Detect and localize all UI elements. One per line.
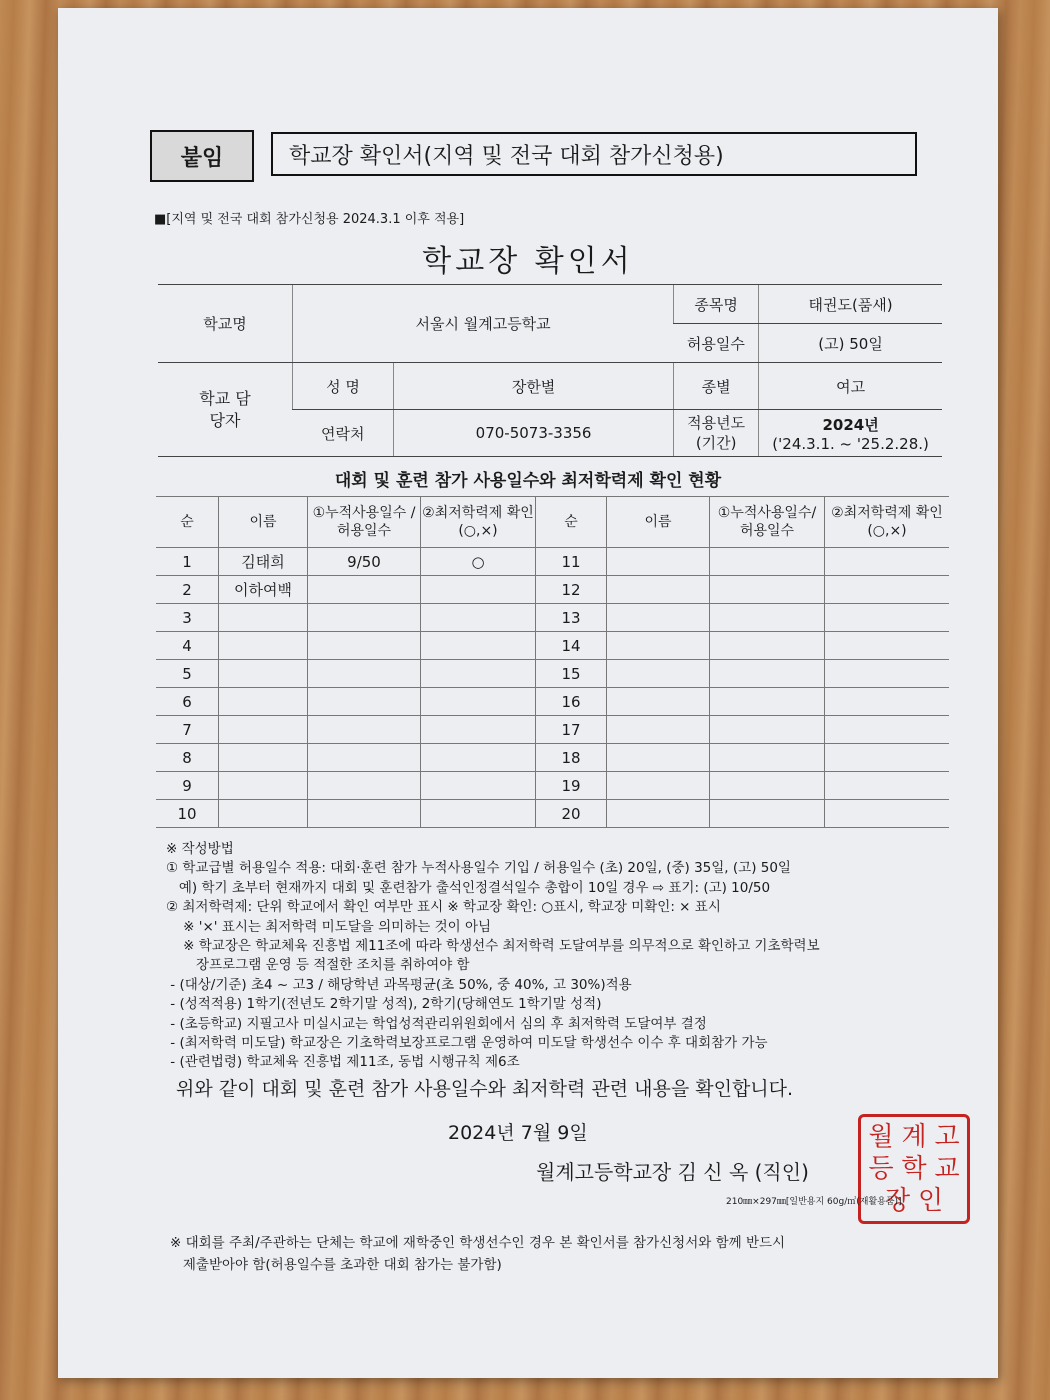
row-days2	[710, 632, 825, 660]
row-seq2: 19	[536, 772, 607, 800]
info-row	[158, 285, 942, 324]
event-label: 종목명	[674, 285, 759, 324]
row-seq: 6	[156, 688, 219, 716]
row-days2	[710, 744, 825, 772]
instruction-line: 예) 학기 초부터 현재까지 대회 및 훈련참가 출석인정결석일수 총합이 10일 경우 ⇨ 표기: (고) 10/50	[166, 879, 771, 896]
row-name: 김태희	[219, 548, 308, 576]
table-row	[156, 548, 949, 576]
document-page	[58, 8, 998, 1378]
row-days2	[710, 548, 825, 576]
row-seq: 4	[156, 632, 219, 660]
row-seq: 8	[156, 744, 219, 772]
instruction-line: - (최저학력 미도달) 학교장은 기초학력보장프로그램 운영하여 미도달 학생선수 이수 후 대회참가 가능	[166, 1035, 768, 1052]
row-seq: 3	[156, 604, 219, 632]
school-value: 서울시 월계고등학교	[293, 285, 674, 363]
row-check2	[825, 800, 950, 828]
row-check2	[825, 660, 950, 688]
row-name	[219, 716, 308, 744]
instruction-line: ① 학교급별 허용일수 적용: 대회·훈련 참가 누적사용일수 기입 / 허용일수 (초) 20일, (중) 35일, (고) 50일	[166, 860, 791, 877]
row-name2	[607, 688, 710, 716]
row-name2	[607, 772, 710, 800]
table-body	[156, 548, 949, 828]
table-row	[156, 716, 949, 744]
row-days2	[710, 660, 825, 688]
row-name	[219, 772, 308, 800]
row-days2	[710, 604, 825, 632]
instruction-line: ※ 작성방법	[166, 841, 234, 857]
row-seq: 7	[156, 716, 219, 744]
header-title-box: 학교장 확인서(지역 및 전국 대회 참가신청용)	[271, 132, 917, 176]
row-name2	[607, 632, 710, 660]
row-check	[421, 688, 536, 716]
col-name: 이름	[219, 497, 308, 548]
row-check: ○	[421, 548, 536, 576]
section-title: 대회 및 훈련 참가 사용일수와 최저학력제 확인 현황	[334, 471, 722, 491]
seal-character: 고	[934, 1122, 960, 1152]
allowed-days-label: 허용일수	[674, 324, 759, 363]
principal-signature: 월계고등학교장 김 신 옥 (직인)	[536, 1160, 809, 1184]
issue-date: 2024년 7월 9일	[448, 1122, 588, 1144]
allowed-days-value: (고) 50일	[759, 324, 942, 363]
info-table	[158, 284, 942, 457]
row-seq2: 14	[536, 632, 607, 660]
row-check2	[825, 688, 950, 716]
instruction-line: - (관련법령) 학교체육 진흥법 제11조, 동법 시행규칙 제6조	[166, 1054, 520, 1071]
col-name2: 이름	[607, 497, 710, 548]
row-seq: 10	[156, 800, 219, 828]
row-days2	[710, 772, 825, 800]
row-check2	[825, 604, 950, 632]
row-check	[421, 744, 536, 772]
row-days	[308, 660, 421, 688]
submission-note	[170, 1232, 785, 1276]
confirmation-statement: 위와 같이 대회 및 훈련 참가 사용일수와 최저학력 관련 내용을 확인합니다.	[176, 1078, 794, 1100]
row-days	[308, 744, 421, 772]
row-seq2: 16	[536, 688, 607, 716]
year-label: 적용년도 (기간)	[674, 410, 759, 457]
phone-value: 070-5073-3356	[394, 410, 674, 457]
seal-character: 계	[901, 1122, 927, 1152]
instruction-line: ② 최저학력제: 단위 학교에서 확인 여부만 표시 ※ 학교장 확인: ○표시, 학교장 미확인: × 표시	[166, 899, 721, 916]
table-row	[156, 688, 949, 716]
col-seq: 순	[156, 497, 219, 548]
seal-character: 교	[934, 1154, 960, 1184]
instruction-line: - (초등학교) 지필고사 미실시교는 학업성적관리위원회에서 심의 후 최저학력 도달여부 결정	[166, 1015, 707, 1032]
row-name	[219, 660, 308, 688]
row-name2	[607, 604, 710, 632]
phone-label: 연락처	[293, 410, 394, 457]
contact-group-label: 학교 담당자	[158, 363, 293, 457]
row-days	[308, 716, 421, 744]
table-row	[156, 744, 949, 772]
row-days: 9/50	[308, 548, 421, 576]
submission-note-line: 제출받아야 함(허용일수를 초과한 대회 참가는 불가함)	[170, 1257, 502, 1273]
seal-character: 장	[884, 1186, 911, 1216]
document-title: 학교장 확인서	[422, 244, 634, 279]
row-seq: 9	[156, 772, 219, 800]
info-row	[158, 363, 942, 410]
row-seq: 1	[156, 548, 219, 576]
table-row	[156, 660, 949, 688]
row-days2	[710, 576, 825, 604]
submission-note-line: ※ 대회를 주최/주관하는 단체는 학교에 재학중인 학생선수인 경우 본 확인서를 참가신청서와 함께 반드시	[170, 1235, 786, 1251]
row-seq2: 15	[536, 660, 607, 688]
seal-character: 등	[868, 1154, 894, 1184]
category-value: 여고	[759, 363, 942, 410]
row-check2	[825, 548, 950, 576]
row-name	[219, 632, 308, 660]
row-seq2: 18	[536, 744, 607, 772]
category-label: 종별	[674, 363, 759, 410]
row-seq2: 17	[536, 716, 607, 744]
row-seq2: 11	[536, 548, 607, 576]
col-min-check2: ②최저학력제 확인(○,×)	[825, 497, 950, 548]
instruction-line: 장프로그램 운영 등 적절한 조치를 취하여야 함	[166, 957, 470, 974]
row-name2	[607, 716, 710, 744]
table-row	[156, 800, 949, 828]
event-value: 태권도(품새)	[759, 285, 942, 324]
applicability-note: ■[지역 및 전국 대회 참가신청용 2024.3.1 이후 적용]	[154, 212, 465, 227]
row-name2	[607, 800, 710, 828]
athlete-table	[156, 496, 949, 828]
name-value: 장한별	[394, 363, 674, 410]
row-days	[308, 632, 421, 660]
year-period: ('24.3.1. ~ '25.2.28.)	[772, 434, 929, 453]
row-name2	[607, 548, 710, 576]
row-name	[219, 688, 308, 716]
attachment-badge: 붙임	[150, 130, 254, 182]
row-seq: 2	[156, 576, 219, 604]
row-name2	[607, 576, 710, 604]
school-label: 학교명	[158, 285, 293, 363]
row-days2	[710, 688, 825, 716]
col-days: ①누적사용일수 /허용일수	[308, 497, 421, 548]
row-check2	[825, 744, 950, 772]
row-days	[308, 576, 421, 604]
row-name2	[607, 660, 710, 688]
col-days2: ①누적사용일수/ 허용일수	[710, 497, 825, 548]
year-cell	[759, 410, 942, 457]
row-days	[308, 772, 421, 800]
row-seq: 5	[156, 660, 219, 688]
col-seq2: 순	[536, 497, 607, 548]
name-label: 성 명	[293, 363, 394, 410]
table-row	[156, 604, 949, 632]
row-days	[308, 800, 421, 828]
row-days	[308, 604, 421, 632]
seal-character: 인	[917, 1186, 944, 1216]
row-name2	[607, 744, 710, 772]
table-row	[156, 772, 949, 800]
instruction-line: ※ '×' 표시는 최저학력 미도달을 의미하는 것이 아님	[166, 918, 492, 935]
row-check	[421, 660, 536, 688]
row-check	[421, 604, 536, 632]
row-check2	[825, 576, 950, 604]
col-min-check: ②최저학력제 확인(○,×)	[421, 497, 536, 548]
row-check2	[825, 632, 950, 660]
instructions	[166, 840, 966, 1073]
row-name	[219, 800, 308, 828]
row-name: 이하여백	[219, 576, 308, 604]
row-check	[421, 772, 536, 800]
row-seq2: 13	[536, 604, 607, 632]
row-check	[421, 800, 536, 828]
seal-character: 월	[868, 1122, 894, 1152]
instruction-line: - (성적적용) 1학기(전년도 2학기말 성적), 2학기(당해연도 1학기말 성적)	[166, 996, 602, 1013]
year-value: 2024년	[822, 415, 879, 434]
row-days2	[710, 800, 825, 828]
table-row	[156, 576, 949, 604]
instruction-line: - (대상/기준) 초4 ~ 고3 / 해당학년 과목평균(초 50%, 중 40%, 고 30%)적용	[166, 976, 632, 993]
row-check2	[825, 716, 950, 744]
row-days2	[710, 716, 825, 744]
table-header-row	[156, 497, 949, 548]
row-seq2: 12	[536, 576, 607, 604]
instruction-line: ※ 학교장은 학교체육 진흥법 제11조에 따라 학생선수 최저학력 도달여부를 의무적으로 확인하고 기초학력보	[166, 938, 820, 955]
row-check2	[825, 772, 950, 800]
row-name	[219, 744, 308, 772]
row-check	[421, 716, 536, 744]
paper-spec: 210㎜×297㎜[일반용지 60g/㎡(재활용품)]	[726, 1197, 902, 1207]
table-row	[156, 632, 949, 660]
row-name	[219, 604, 308, 632]
row-days	[308, 688, 421, 716]
official-seal	[858, 1114, 970, 1224]
row-check	[421, 632, 536, 660]
row-check	[421, 576, 536, 604]
seal-character: 학	[901, 1154, 927, 1184]
row-seq2: 20	[536, 800, 607, 828]
